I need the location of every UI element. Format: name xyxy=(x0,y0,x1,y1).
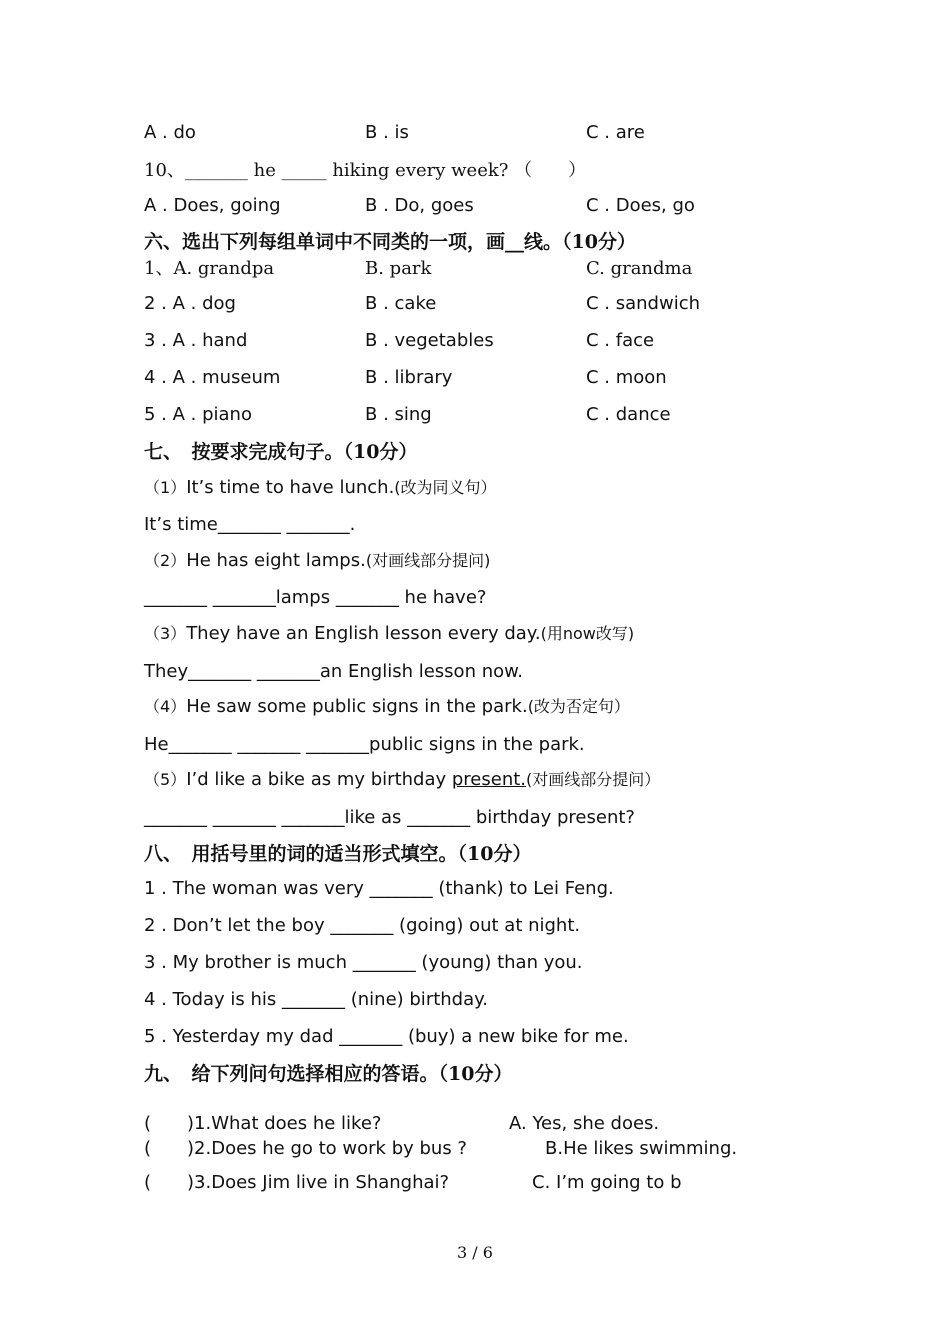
s7-item4-note: (改为否定句） xyxy=(527,697,630,716)
s7-item2-num: （2） xyxy=(144,551,187,570)
s7-item5-underlined-word: present. xyxy=(451,769,527,790)
s6-row2-b: B . cake xyxy=(365,293,437,314)
s6-row4-c: C . moon xyxy=(586,367,667,388)
s8-item3: 3 . My brother is much _______ (young) than you. xyxy=(144,952,583,973)
s7-item3-answer: They_______ _______an English lesson now. xyxy=(144,661,523,682)
s9-a2: B.He likes swimming. xyxy=(545,1138,738,1159)
s6-row3-c: C . face xyxy=(586,330,655,351)
q10-stem: 10、_______ he _____ hiking every week? （ ） xyxy=(144,160,587,181)
s8-item5: 5 . Yesterday my dad _______ (buy) a new bike for me. xyxy=(144,1026,629,1047)
s9-q3: ( )3.Does Jim live in Shanghai? xyxy=(144,1172,450,1193)
section9-title: 九、 给下列问句选择相应的答语。（10分） xyxy=(144,1063,513,1085)
s8-item4: 4 . Today is his _______ (nine) birthday. xyxy=(144,989,488,1010)
q10-option-b: B . Do, goes xyxy=(365,195,474,216)
s7-item5 xyxy=(144,768,660,792)
q10-option-a: A . Does, going xyxy=(144,195,281,216)
s7-item5-answer: _______ _______ _______like as _______ birthday present? xyxy=(144,807,635,828)
s9-a3: C. I’m going to b xyxy=(532,1172,682,1193)
s6-row5-b: B . sing xyxy=(365,404,432,425)
section6-title: 六、选出下列每组单词中不同类的一项，画__线。（10分） xyxy=(144,231,636,253)
s6-row3-b: B . vegetables xyxy=(365,330,494,351)
q9-option-b: B . is xyxy=(365,122,409,143)
q9-option-c: C . are xyxy=(586,122,645,143)
s7-item4-answer: He_______ _______ _______public signs in the park. xyxy=(144,734,585,755)
s7-item1 xyxy=(144,476,497,500)
page-number: 3 / 6 xyxy=(457,1243,493,1262)
section7-title: 七、 按要求完成句子。（10分） xyxy=(144,441,418,463)
s7-item5-num: （5） xyxy=(144,770,187,789)
s7-item2 xyxy=(144,549,490,573)
s7-item1-answer: It’s time_______ _______. xyxy=(144,514,356,535)
s6-row5-c: C . dance xyxy=(586,404,671,425)
s7-item1-num: （1） xyxy=(144,478,187,497)
s8-item2: 2 . Don’t let the boy _______ (going) out at night. xyxy=(144,915,581,936)
s7-item1-note: (改为同义句） xyxy=(394,478,497,497)
s7-item3-note: (用now改写) xyxy=(540,624,635,643)
s7-item5-sentence: I’d like a bike as my birthday xyxy=(186,769,452,790)
s7-item3-sentence: They have an English lesson every day. xyxy=(186,623,541,644)
s7-item4-num: （4） xyxy=(144,697,187,716)
s7-item5-note: (对画线部分提问） xyxy=(526,770,661,789)
s8-item1: 1 . The woman was very _______ (thank) to Lei Feng. xyxy=(144,878,614,899)
q9-option-a: A . do xyxy=(144,122,196,143)
s7-item2-note: (对画线部分提问) xyxy=(365,551,491,570)
s6-row1-b: B. park xyxy=(365,258,432,279)
s6-row3-a: 3 . A . hand xyxy=(144,330,248,351)
s7-item2-answer: _______ _______lamps _______ he have? xyxy=(144,587,487,608)
s6-row2-a: 2 . A . dog xyxy=(144,293,236,314)
s6-row5-a: 5 . A . piano xyxy=(144,404,252,425)
s6-row2-c: C . sandwich xyxy=(586,293,701,314)
s7-item3-num: （3） xyxy=(144,624,187,643)
s6-row4-b: B . library xyxy=(365,367,453,388)
s6-row1-c: C. grandma xyxy=(586,258,693,279)
s6-row1-a: 1、A. grandpa xyxy=(144,258,275,279)
s9-q1: ( )1.What does he like? xyxy=(144,1113,382,1134)
s7-item4-sentence: He saw some public signs in the park. xyxy=(186,696,528,717)
s7-item4 xyxy=(144,695,630,719)
s7-item3 xyxy=(144,622,634,646)
q10-option-c: C . Does, go xyxy=(586,195,695,216)
s6-row4-a: 4 . A . museum xyxy=(144,367,281,388)
s7-item1-sentence: It’s time to have lunch. xyxy=(186,477,395,498)
s9-q2: ( )2.Does he go to work by bus ? xyxy=(144,1138,467,1159)
s9-a1: A. Yes, she does. xyxy=(509,1113,660,1134)
section8-title: 八、 用括号里的词的适当形式填空。（10分） xyxy=(144,843,532,865)
s7-item2-sentence: He has eight lamps. xyxy=(186,550,366,571)
